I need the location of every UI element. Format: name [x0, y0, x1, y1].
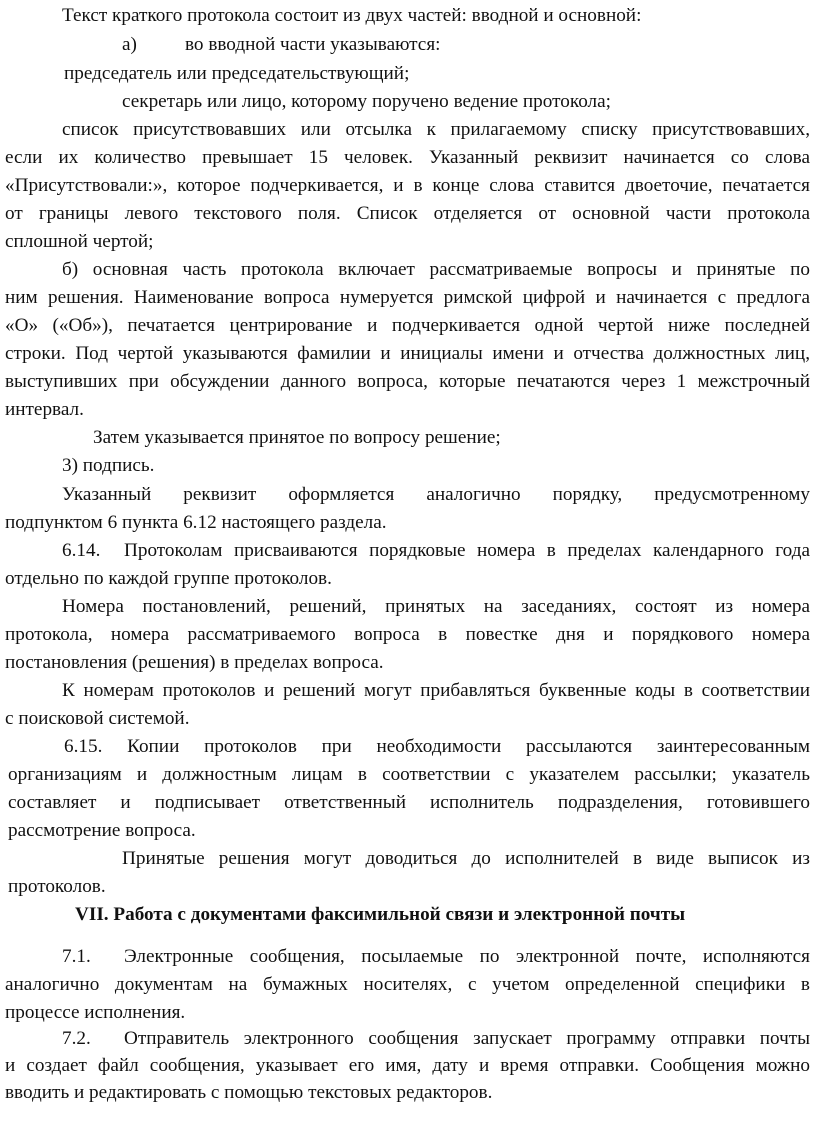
text-line: Номера постановлений, решений, принятых на заседаниях, состоят из номера	[62, 596, 810, 617]
text-line: строки. Под чертой указываются фамилии и инициалы имени и отчества должностных лиц,	[5, 343, 810, 364]
text-line: процессе исполнения.	[5, 1002, 186, 1023]
text-line: рассмотрение вопроса.	[8, 820, 196, 841]
paragraph-number: 7.2.	[62, 1028, 91, 1049]
paragraph-number: 7.1.	[62, 946, 91, 967]
text-line: б) основная часть протокола включает рассматриваемые вопросы и принятые по	[62, 259, 810, 280]
text-line: если их количество превышает 15 человек. Указанный реквизит начинается со слова	[5, 147, 810, 168]
text-line: и создает файл сообщения, указывает его имя, дату и время отправки. Сообщения можно	[5, 1055, 810, 1076]
text-line: аналогично документам на бумажных носителях, с учетом определенной специфики в	[5, 974, 810, 995]
text-line: Указанный реквизит оформляется аналогично порядку, предусмотренному	[62, 484, 810, 505]
text-line: протоколов.	[8, 876, 106, 897]
text-line: список присутствовавших или отсылка к прилагаемому списку присутствовавших,	[62, 119, 810, 140]
list-marker: а)	[122, 34, 137, 55]
text-line: секретарь или лицо, которому поручено ведение протокола;	[122, 91, 611, 112]
paragraph-text: Электронные сообщения, посылаемые по электронной почте, исполняются	[124, 946, 810, 967]
text-line: Текст краткого протокола состоит из двух частей: вводной и основной:	[62, 5, 642, 26]
text-line: «Присутствовали:», которое подчеркивается, и в конце слова ставится двоеточие, печатается	[5, 175, 810, 196]
text-line: организациям и должностным лицам в соответствии с указателем рассылки; указатель	[8, 764, 810, 785]
text-line: «О» («Об»), печатается центрирование и подчеркивается одной чертой ниже последней	[5, 315, 810, 336]
text-line: с поисковой системой.	[5, 708, 190, 729]
text-line: постановления (решения) в пределах вопроса.	[5, 652, 384, 673]
text-line: отдельно по каждой группе протоколов.	[5, 568, 332, 589]
numbered-paragraph-6-14	[62, 537, 810, 565]
section-heading: VII. Работа с документами факсимильной связи и электронной почты	[75, 904, 686, 925]
numbered-paragraph-7-1	[62, 943, 810, 971]
text-line: Затем указывается принятое по вопросу решение;	[93, 427, 501, 448]
text-line: 3) подпись.	[62, 455, 155, 476]
text-line: подпунктом 6 пункта 6.12 настоящего раздела.	[5, 512, 387, 533]
text-line: выступивших при обсуждении данного вопроса, которые печатаются через 1 межстрочный	[5, 371, 810, 392]
text-line: Принятые решения могут доводиться до исполнителей в виде выписок из	[122, 848, 810, 869]
text-line: вводить и редактировать с помощью текстовых редакторов.	[5, 1082, 493, 1103]
paragraph-text: Отправитель электронного сообщения запускает программу отправки почты	[124, 1028, 810, 1049]
text-line: председатель или председательствующий;	[64, 63, 410, 84]
text-line: сплошной чертой;	[5, 231, 154, 252]
list-item-text: во вводной части указываются:	[185, 34, 441, 55]
paragraph-number: 6.14.	[62, 540, 101, 561]
text-line: от границы левого текстового поля. Список отделяется от основной части протокола	[5, 203, 810, 224]
text-line: протокола, номера рассматриваемого вопроса в повестке дня и порядкового номера	[5, 624, 810, 645]
text-line: К номерам протоколов и решений могут прибавляться буквенные коды в соответствии	[62, 680, 810, 701]
list-item-a	[122, 31, 440, 59]
numbered-paragraph-7-2	[62, 1025, 810, 1053]
text-line: составляет и подписывает ответственный исполнитель подразделения, готовившего	[8, 792, 810, 813]
text-line: 6.15. Копии протоколов при необходимости рассылаются заинтересованным	[64, 736, 810, 757]
text-line: ним решения. Наименование вопроса нумеруется римской цифрой и начинается с предлога	[5, 287, 810, 308]
text-line: интервал.	[5, 399, 84, 420]
paragraph-text: Протоколам присваиваются порядковые номера в пределах календарного года	[124, 540, 810, 561]
